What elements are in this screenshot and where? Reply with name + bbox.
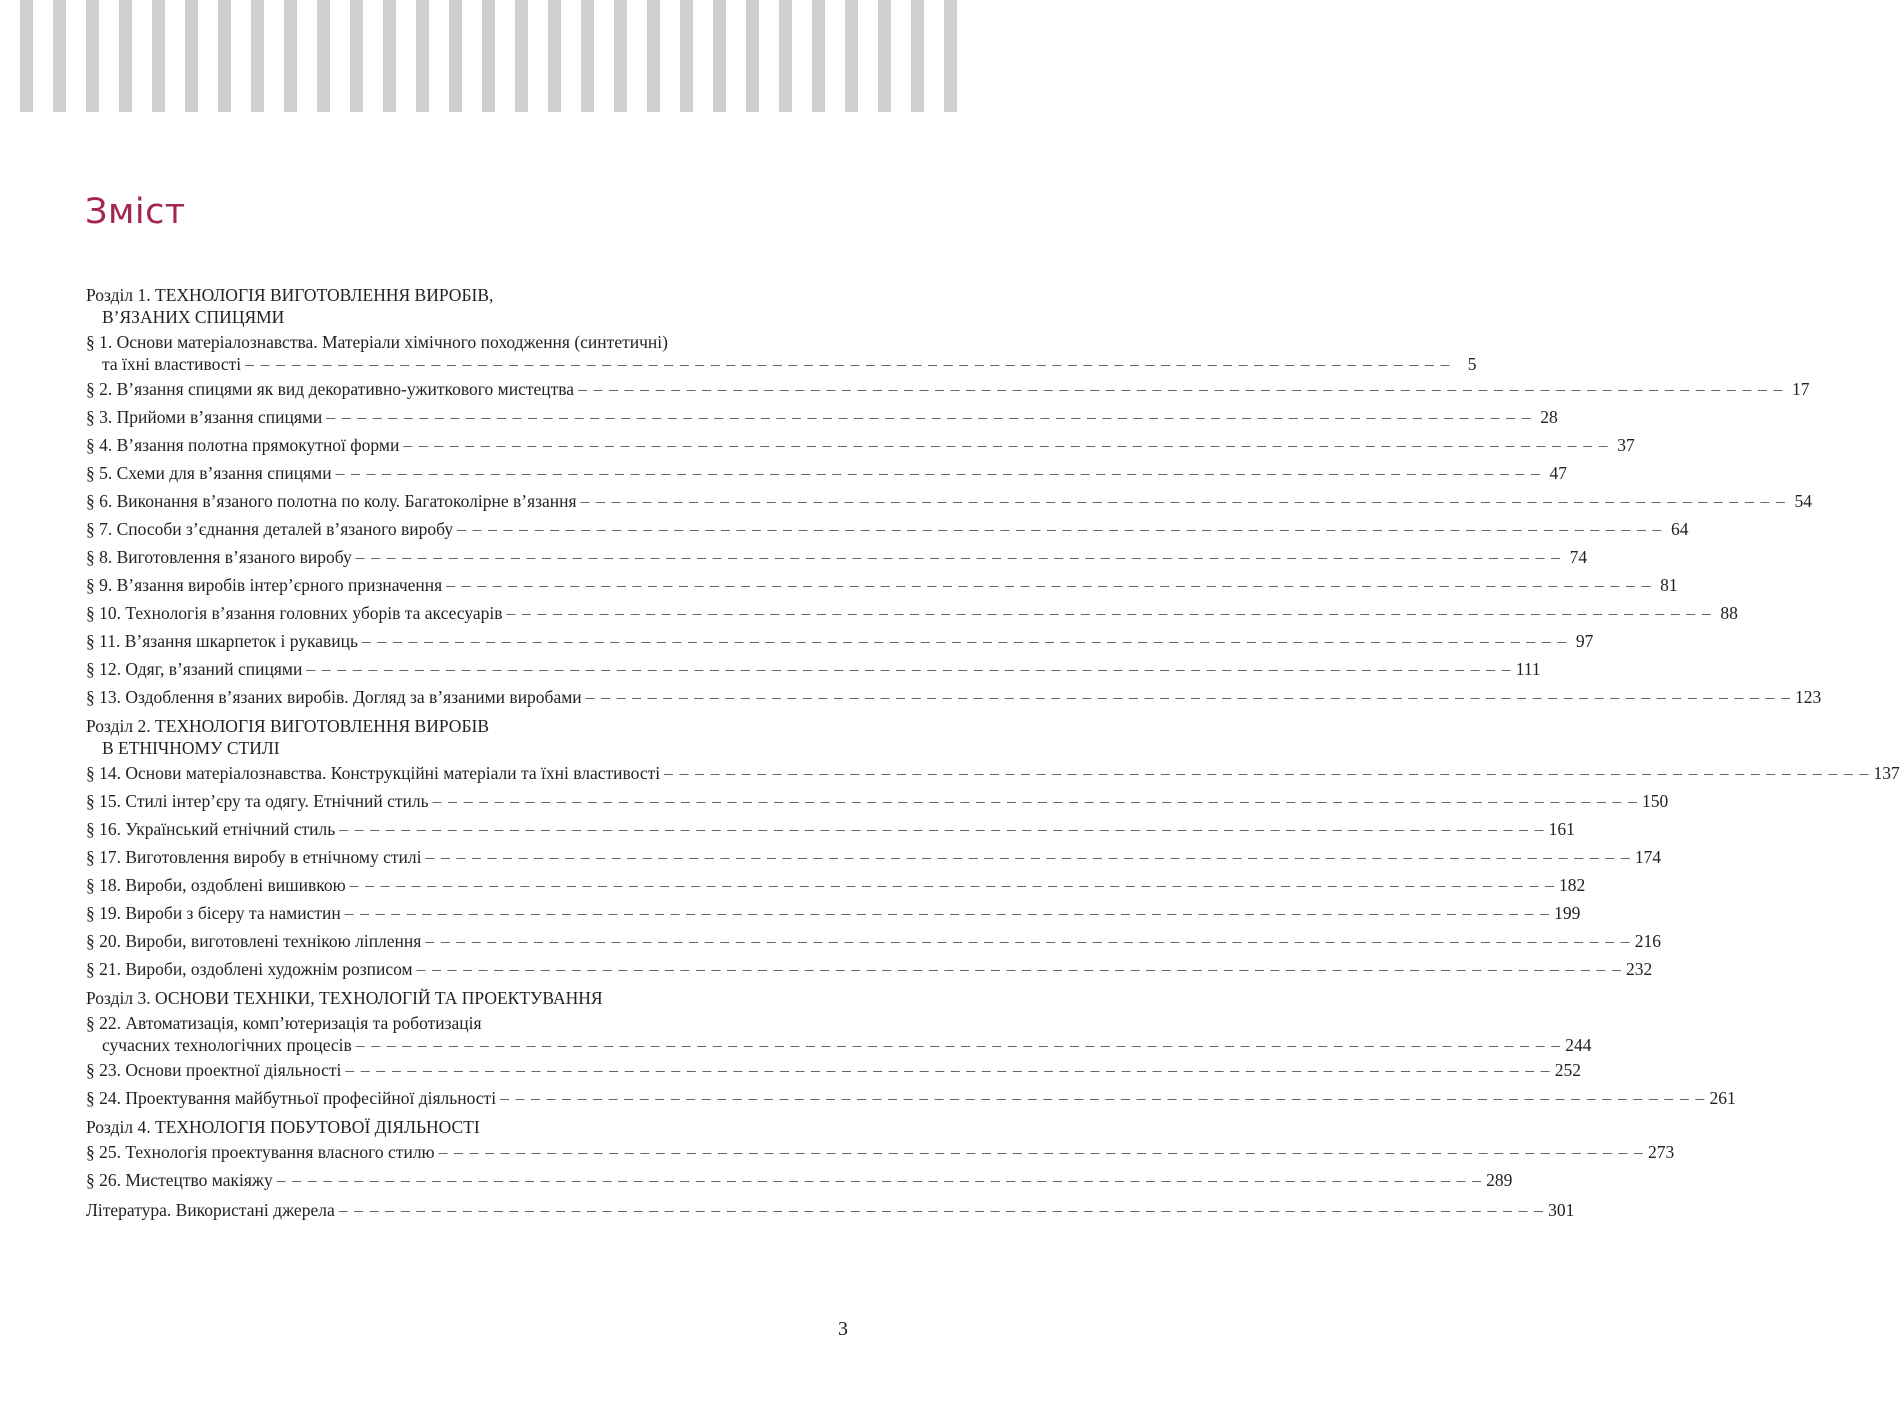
section-heading — [86, 1112, 851, 1138]
entry-title: § 15. Стилі інтер’єру та одягу. Етнічний стиль — [86, 791, 429, 811]
entry-page-number: 5 — [1467, 354, 1477, 374]
toc-entry — [86, 655, 1541, 683]
entry-title-line: § 22. Автоматизація, комп’ютеризація та роботизація — [86, 1013, 482, 1033]
dot-leader: – – – – – – – – – – – – – – – – – – – – – – – – – – – – – – – – – – – – – – – – – – – – – – – – – – – – – – – – – – – – – – – – – – – – – – – – – – – – – – — [335, 463, 1541, 483]
toc-row — [86, 403, 1558, 431]
dot-leader: – – – – – – – – – – – – – – – – – – – – – – – – – – – – – – – – – – – – – – – – – – – – – – – – – – – – – – – – – – – – – – – – – – – – – – – – – – – – – – — [355, 1035, 1562, 1055]
entry-page-number: 199 — [1554, 903, 1581, 923]
dot-leader: – – – – – – – – – – – – – – – – – – – – – – – – – – – – – – – – – – – – – – – – – – – – – – – – – – – – – – – – – – – – – – – – – – – – – – – – – – – – – – — [338, 1200, 1545, 1220]
toc-row — [86, 955, 1653, 983]
toc-row — [86, 459, 1567, 487]
toc-entry — [86, 543, 1588, 571]
toc-row — [86, 353, 1477, 375]
entry-page-number: 37 — [1617, 435, 1635, 455]
toc-row — [86, 787, 1669, 815]
dot-leader: – – – – – – – – – – – – – – – – – – – – – – – – – – – – – – – – – – – – – – – – – – – – – – – – – – – – – – – – – – – – – – – – – – – – – – – – – – – – – – — [326, 407, 1532, 427]
toc-row — [86, 627, 1594, 655]
page-title: Зміст — [85, 192, 186, 232]
entry-title: § 4. В’язання полотна прямокутної форми — [86, 435, 400, 455]
dot-leader: – – – – – – – – – – – – – – – – – – – – – – – – – – – – – – – – – – – – – – – – – – – – – – – – – – – – – – – – – – – – – – – – – – – – – – – – – – – – – – — [585, 687, 1792, 707]
dot-leader: – – – – – – – – – – – – – – – – – – – – – – – – – – – – – – – – – – – – – – – – – – – – – – – – – – – – – – – – – – – – – – – – – – – – – – – – – – – – – – — [438, 1142, 1644, 1162]
toc-row — [86, 1196, 1575, 1224]
toc-row — [86, 815, 1575, 843]
dot-leader: – – – – – – – – – – – – – – – – – – – – – – – – – – – – – – – – – – – – – – – – – – – – – – – – – – – – – – – – – – – – – – – – – – – – – – – – – – – – – – — [362, 631, 1568, 651]
entry-title: § 5. Схеми для в’язання спицями — [86, 463, 332, 483]
entry-title: § 23. Основи проектної діяльності — [86, 1060, 342, 1080]
section-heading-line: В ЕТНІЧНОМУ СТИЛІ — [102, 738, 280, 758]
entry-title: § 9. В’язання виробів інтер’єрного призначення — [86, 575, 443, 595]
toc-entry-literature — [86, 1196, 1575, 1224]
toc-row — [86, 1084, 1736, 1112]
toc-entry — [86, 871, 1586, 899]
dot-leader: – – – – – – – – – – – – – – – – – – – – – – – – – – – – – – – – – – – – – – – – – – – – – – – – – – – – – – – – – – – – – – – – – – – – – – – – – – – – – – — [245, 354, 1451, 374]
toc-entry — [86, 403, 1558, 431]
toc-row — [86, 759, 1900, 787]
toc-entry — [86, 843, 1662, 871]
entry-page-number: 88 — [1720, 603, 1738, 623]
page-number: 3 — [838, 1318, 848, 1340]
toc-entry — [86, 571, 1678, 599]
decorative-stripes — [0, 0, 963, 112]
entry-page-number: 28 — [1540, 407, 1558, 427]
entry-page-number: 301 — [1548, 1200, 1575, 1220]
entry-page-number: 161 — [1548, 819, 1575, 839]
entry-title: § 13. Оздоблення в’язаних виробів. Догляд за в’язаними виробами — [86, 687, 582, 707]
table-of-contents — [86, 280, 1900, 1224]
entry-title: § 26. Мистецтво макіяжу — [86, 1170, 273, 1190]
dot-leader: – – – – – – – – – – – – – – – – – – – – – – – – – – – – – – – – – – – – – – – – – – – – – – – – – – – – – – – – – – – – – – – – – – – – – – – – – – – – – – — [500, 1088, 1706, 1108]
toc-entry — [86, 1166, 1513, 1194]
entry-title: та їхні властивості — [102, 354, 242, 374]
dot-leader: – – – – – – – – – – – – – – – – – – – – – – – – – – – – – – – – – – – – – – – – – – – – – – – – – – – – – – – – – – – – – – – – – – – – – – – – – – – – – – — [345, 1060, 1551, 1080]
entry-title: § 10. Технологія в’язання головних уборів та аксесуарів — [86, 603, 503, 623]
entry-page-number: 54 — [1794, 491, 1812, 511]
entry-title: § 25. Технологія проектування власного стилю — [86, 1142, 435, 1162]
entry-title: § 12. Одяг, в’язаний спицями — [86, 659, 303, 679]
entry-page-number: 81 — [1660, 575, 1678, 595]
section-heading-line: Розділ 4. ТЕХНОЛОГІЯ ПОБУТОВОЇ ДІЯЛЬНОСТІ — [86, 1117, 480, 1137]
toc-entry — [86, 599, 1738, 627]
entry-page-number: 64 — [1670, 519, 1689, 539]
entry-title: § 24. Проектування майбутньої професійної діяльності — [86, 1088, 497, 1108]
entry-title: § 21. Вироби, оздоблені художнім розписом — [86, 959, 413, 979]
toc-row — [86, 655, 1541, 683]
entry-title: § 19. Вироби з бісеру та намистин — [86, 903, 341, 923]
entry-title: § 6. Виконання в’язаного полотна по колу. Багатоколірне в’язання — [86, 491, 577, 511]
dot-leader: – – – – – – – – – – – – – – – – – – – – – – – – – – – – – – – – – – – – – – – – – – – – – – – – – – – – – – – – – – – – – – – – – – – – – – – – – – – – – – — [425, 847, 1631, 867]
dot-leader: – – – – – – – – – – – – – – – – – – – – – – – – – – – – – – – – – – – – – – – – – – – – – – – – – – – – – – – – – – – – – – – – – – – – – – – – – – – – – – — [403, 435, 1609, 455]
dot-leader: – – – – – – – – – – – – – – – – – – – – – – – – – – – – – – – – – – – – – – – – – – – – – – – – – – – – – – – – – – – – – – – – – – – – – – – – – – – – – – — [344, 903, 1551, 923]
entry-page-number: 261 — [1709, 1088, 1736, 1108]
toc-entry — [86, 431, 1635, 459]
toc-row — [86, 375, 1810, 403]
toc-row — [86, 1166, 1513, 1194]
entry-title: § 16. Український етнічний стиль — [86, 819, 336, 839]
dot-leader: – – – – – – – – – – – – – – – – – – – – – – – – – – – – – – – – – – – – – – – – – – – – – – – – – – – – – – – – – – – – – – – – – – – – – – – – – – – – – – — [580, 491, 1786, 511]
toc-entry — [86, 815, 1575, 843]
toc-entry — [86, 328, 1477, 375]
toc-entry — [86, 1056, 1581, 1084]
entry-title: § 20. Вироби, виготовлені технікою ліплення — [86, 931, 422, 951]
section-heading-line: Розділ 2. ТЕХНОЛОГІЯ ВИГОТОВЛЕННЯ ВИРОБІВ — [86, 716, 489, 736]
toc-row — [86, 487, 1812, 515]
toc-entry — [86, 1138, 1675, 1166]
toc-entry — [86, 627, 1594, 655]
entry-page-number: 17 — [1791, 379, 1810, 399]
entry-title: § 11. В’язання шкарпеток і рукавиць — [86, 631, 359, 651]
entry-title: § 17. Виготовлення виробу в етнічному стилі — [86, 847, 422, 867]
toc-row — [86, 431, 1635, 459]
toc-row — [86, 515, 1689, 543]
entry-page-number: 47 — [1549, 463, 1567, 483]
dot-leader: – – – – – – – – – – – – – – – – – – – – – – – – – – – – – – – – – – – – – – – – – – – – – – – – – – – – – – – – – – – – – – – – – – – – – – – – – – – – – – — [446, 575, 1652, 595]
section-heading-line: В’ЯЗАНИХ СПИЦЯМИ — [102, 307, 285, 327]
entry-title: сучасних технологічних процесів — [102, 1035, 352, 1055]
toc-row — [86, 1056, 1581, 1084]
dot-leader: – – – – – – – – – – – – – – – – – – – – – – – – – – – – – – – – – – – – – – – – – – – – – – – – – – – – – – – – – – – – – – – – – – – – – – – – – – – – – – — [457, 519, 1663, 539]
entry-title: § 3. Прийоми в’язання спицями — [86, 407, 323, 427]
entry-page-number: 216 — [1634, 931, 1661, 951]
toc-entry — [86, 487, 1812, 515]
section-heading — [86, 280, 851, 328]
toc-entry — [86, 787, 1669, 815]
entry-page-number: 252 — [1554, 1060, 1581, 1080]
dot-leader: – – – – – – – – – – – – – – – – – – – – – – – – – – – – – – – – – – – – – – – – – – – – – – – – – – – – – – – – – – – – – – – – – – – – – – – – – – – – – – — [506, 603, 1712, 623]
dot-leader: – – – – – – – – – – – – – – – – – – – – – – – – – – – – – – – – – – – – – – – – – – – – – – – – – – – – – – – – – – – – – – – – – – – – – – – – – – – – – – — [578, 379, 1784, 399]
toc-entry — [86, 1009, 1592, 1056]
entry-page-number: 232 — [1626, 959, 1653, 979]
entry-page-number: 74 — [1569, 547, 1588, 567]
entry-title: § 8. Виготовлення в’язаного виробу — [86, 547, 352, 567]
toc-row — [86, 683, 1822, 711]
toc-row — [86, 927, 1661, 955]
toc-entry — [86, 899, 1581, 927]
entry-page-number: 111 — [1515, 659, 1541, 679]
entry-page-number: 137 — [1873, 763, 1900, 783]
toc-entry — [86, 759, 1900, 787]
section-heading-line: Розділ 3. ОСНОВИ ТЕХНІКИ, ТЕХНОЛОГІЙ ТА ПРОЕКТУВАННЯ — [86, 988, 603, 1008]
toc-entry — [86, 515, 1689, 543]
entry-page-number: 289 — [1486, 1170, 1513, 1190]
dot-leader: – – – – – – – – – – – – – – – – – – – – – – – – – – – – – – – – – – – – – – – – – – – – – – – – – – – – – – – – – – – – – – – – – – – – – – – – – – – – – – — [306, 659, 1512, 679]
toc-row — [86, 843, 1662, 871]
entry-title: § 14. Основи матеріалознавства. Конструкційні матеріали та їхні властивості — [86, 763, 661, 783]
dot-leader: – – – – – – – – – – – – – – – – – – – – – – – – – – – – – – – – – – – – – – – – – – – – – – – – – – – – – – – – – – – – – – – – – – – – – – – – – – – – – – — [339, 819, 1545, 839]
entry-page-number: 150 — [1642, 791, 1669, 811]
entry-title: § 18. Вироби, оздоблені вишивкою — [86, 875, 346, 895]
toc-row — [86, 543, 1588, 571]
toc-row — [86, 871, 1586, 899]
entry-page-number: 182 — [1559, 875, 1586, 895]
dot-leader: – – – – – – – – – – – – – – – – – – – – – – – – – – – – – – – – – – – – – – – – – – – – – – – – – – – – – – – – – – – – – – – – – – – – – – – – – – – – – – — [276, 1170, 1483, 1190]
entry-page-number: 273 — [1648, 1142, 1675, 1162]
section-heading — [86, 983, 851, 1009]
toc-row — [86, 599, 1738, 627]
entry-page-number: 123 — [1795, 687, 1822, 707]
toc-row — [86, 1034, 1592, 1056]
toc-entry — [86, 927, 1661, 955]
entry-page-number: 174 — [1634, 847, 1662, 867]
toc-entry — [86, 459, 1567, 487]
entry-title: § 7. Способи з’єднання деталей в’язаного виробу — [86, 519, 454, 539]
toc-entry — [86, 375, 1810, 403]
toc-entry — [86, 683, 1822, 711]
toc-entry — [86, 955, 1653, 983]
toc-row — [86, 1138, 1675, 1166]
dot-leader: – – – – – – – – – – – – – – – – – – – – – – – – – – – – – – – – – – – – – – – – – – – – – – – – – – – – – – – – – – – – – – – – – – – – – – – – – – – – – – — [432, 791, 1639, 811]
toc-row — [86, 571, 1678, 599]
dot-leader: – – – – – – – – – – – – – – – – – – – – – – – – – – – – – – – – – – – – – – – – – – – – – – – – – – – – – – – – – – – – – – – – – – – – – – – – – – – – – – — [355, 547, 1562, 567]
entry-page-number: 97 — [1575, 631, 1594, 651]
section-heading-line: Розділ 1. ТЕХНОЛОГІЯ ВИГОТОВЛЕННЯ ВИРОБІВ, — [86, 285, 494, 305]
dot-leader: – – – – – – – – – – – – – – – – – – – – – – – – – – – – – – – – – – – – – – – – – – – – – – – – – – – – – – – – – – – – – – – – – – – – – – – – – – – – – – — [349, 875, 1556, 895]
toc-entry — [86, 1084, 1736, 1112]
dot-leader: – – – – – – – – – – – – – – – – – – – – – – – – – – – – – – – – – – – – – – – – – – – – – – – – – – – – – – – – – – – – – – – – – – – – – – – – – – – – – – — [425, 931, 1631, 951]
toc-row — [86, 899, 1581, 927]
entry-page-number: 244 — [1565, 1035, 1592, 1055]
section-heading — [86, 711, 851, 759]
entry-title: § 2. В’язання спицями як вид декоративно-ужиткового мистецтва — [86, 379, 575, 399]
dot-leader: – – – – – – – – – – – – – – – – – – – – – – – – – – – – – – – – – – – – – – – – – – – – – – – – – – – – – – – – – – – – – – – – – – – – – – – – – – – – – – — [664, 763, 1870, 783]
entry-title-line: § 1. Основи матеріалознавства. Матеріали хімічного походження (синтетичні) — [86, 332, 668, 352]
entry-title: Література. Використані джерела — [86, 1200, 335, 1220]
dot-leader: – – – – – – – – – – – – – – – – – – – – – – – – – – – – – – – – – – – – – – – – – – – – – – – – – – – – – – – – – – – – – – – – – – – – – – – – – – – – – – — [416, 959, 1622, 979]
